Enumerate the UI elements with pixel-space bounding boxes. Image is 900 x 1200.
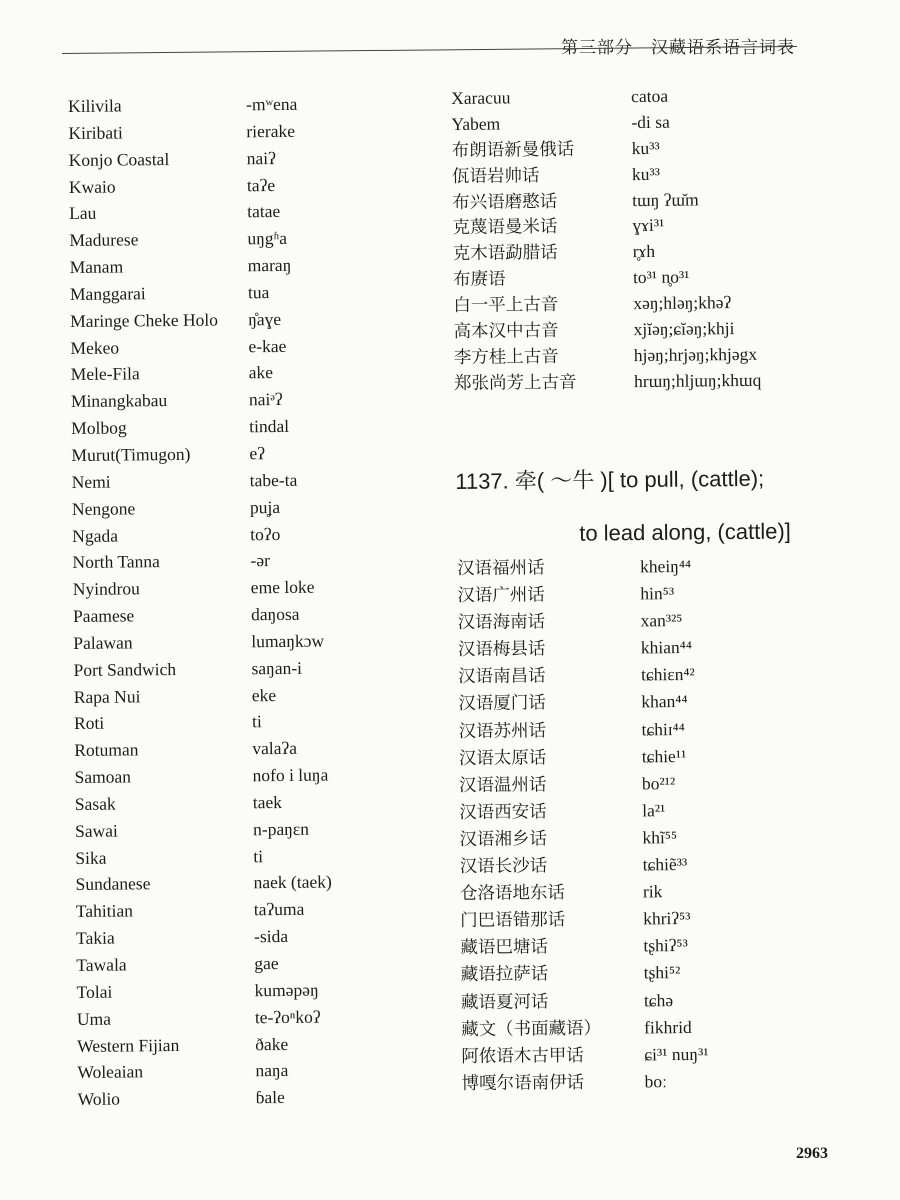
word-form: tatae [247, 201, 281, 222]
language-name: Tawala [76, 954, 127, 975]
word-row [459, 823, 789, 853]
word-row [451, 82, 811, 112]
word-form: kuməpəŋ [254, 979, 319, 1001]
word-form: r̥ɤh [632, 241, 656, 262]
language-name: Lau [69, 203, 97, 224]
word-row [72, 466, 372, 496]
word-form: catoa [631, 85, 669, 107]
word-row [460, 877, 790, 907]
word-form: tɕhiɛn⁴² [640, 664, 695, 685]
language-name: Tolai [76, 981, 113, 1002]
language-name: 汉语福州话 [457, 557, 545, 578]
word-row [77, 1003, 377, 1033]
word-row [451, 108, 811, 138]
language-name: Wolio [77, 1088, 121, 1110]
word-form: toʔo [250, 523, 281, 544]
word-form: tɕhie¹¹ [641, 745, 687, 767]
language-name: Minangkabau [70, 390, 168, 412]
word-row [73, 627, 373, 657]
word-form: fikhrid [644, 1016, 692, 1037]
word-form: maraŋ [247, 254, 292, 276]
word-form: taʔuma [253, 899, 305, 920]
word-row [459, 769, 789, 799]
word-row [68, 117, 368, 147]
word-row [69, 197, 369, 227]
page-number: 2963 [796, 1145, 828, 1162]
word-row [460, 904, 790, 934]
word-form: ti [251, 711, 262, 732]
word-form: tʂhi⁵² [643, 962, 681, 983]
word-form: lumaŋkɔw [251, 630, 325, 652]
word-form: boː [644, 1070, 668, 1092]
word-row [75, 869, 375, 899]
language-name: Samoan [74, 766, 132, 788]
word-row [73, 600, 373, 630]
language-name: 仓洛语地东话 [459, 882, 566, 904]
word-row [457, 552, 787, 582]
language-name: Nemi [71, 471, 111, 492]
language-name: Yabem [451, 113, 501, 134]
word-row [452, 212, 812, 242]
word-row [69, 171, 369, 201]
language-name: Nengone [71, 498, 136, 519]
word-form: tɕhiẽ³³ [642, 854, 688, 875]
left-column-word-list [68, 90, 378, 1113]
word-row [453, 315, 813, 345]
language-name: Kiribati [68, 122, 123, 143]
word-form: tɕhə [643, 989, 674, 1010]
word-row [71, 385, 371, 415]
language-name: Tahitian [75, 900, 134, 922]
word-row [76, 949, 376, 979]
language-name: Sika [75, 847, 107, 868]
word-form: ku³³ [631, 163, 661, 184]
word-form: eʔ [249, 443, 266, 464]
word-form: khian⁴⁴ [640, 637, 692, 658]
word-row [70, 278, 370, 308]
language-name: 布兴语磨憨话 [452, 190, 558, 212]
language-name: 汉语苏州话 [458, 719, 547, 741]
word-form: eke [251, 684, 277, 705]
word-form: rik [642, 881, 663, 902]
word-row [70, 332, 370, 362]
language-name: Port Sandwich [73, 658, 177, 680]
word-form: daŋosa [250, 603, 300, 625]
language-name: Takia [76, 927, 115, 949]
word-row [77, 976, 377, 1006]
word-form: -mʷena [246, 93, 298, 115]
language-name: Konjo Coastal [68, 148, 170, 170]
word-row [460, 931, 790, 961]
word-form: tɕhiɪ⁴⁴ [641, 718, 685, 739]
word-form: hin⁵³ [640, 583, 675, 604]
word-row [459, 742, 789, 772]
language-name: Mele-Fila [70, 363, 140, 385]
word-row [461, 1013, 791, 1043]
language-name: Woleaian [77, 1061, 144, 1083]
word-form: to³¹ n̥o³¹ [632, 266, 690, 288]
language-name: 藏语巴塘话 [460, 936, 549, 958]
language-name: 布朗语新曼俄话 [451, 138, 575, 160]
word-form: -sida [254, 926, 289, 947]
word-row [74, 707, 374, 737]
word-form: ɕi³¹ nuŋ³¹ [644, 1043, 709, 1065]
word-form: xəŋ;hləŋ;khəʔ [633, 292, 732, 314]
word-row [458, 660, 788, 690]
word-row [70, 305, 370, 335]
word-row [72, 520, 372, 550]
language-name: 汉语厦门话 [458, 692, 546, 714]
word-row [74, 681, 374, 711]
word-form: rierake [246, 120, 296, 142]
word-form: eme loke [250, 576, 315, 598]
word-row [461, 959, 791, 989]
language-name: Manggarai [69, 283, 146, 304]
word-form: ðake [255, 1033, 289, 1054]
word-form: la²¹ [642, 800, 666, 821]
right-column-word-list-continued [451, 82, 814, 396]
word-form: tʂhiʔ⁵³ [643, 935, 688, 956]
word-row [71, 412, 371, 442]
word-form: -di sa [631, 111, 670, 133]
word-row [461, 1067, 791, 1097]
word-form: puʝa [249, 496, 281, 517]
word-form: xan³²⁵ [640, 610, 683, 631]
entry-heading [455, 451, 816, 561]
word-row [461, 986, 791, 1016]
language-name: 门巴语错那话 [460, 909, 566, 931]
word-row [78, 1083, 378, 1113]
word-row [454, 367, 814, 397]
word-form: ŋ̊aɣe [248, 308, 282, 330]
word-row [73, 573, 373, 603]
word-row [72, 493, 372, 523]
entry-heading-line-1: 1137. 牵( ～牛 )[ to pull, (cattle); [455, 465, 765, 494]
word-form: tɯŋ ʔɯ̆m [632, 188, 699, 210]
word-row [460, 850, 790, 880]
word-row [70, 251, 370, 281]
language-name: 藏语夏河话 [460, 990, 549, 1012]
language-name: Western Fijian [77, 1034, 180, 1056]
language-name: 汉语太原话 [458, 746, 547, 768]
word-form: ɣɤi³¹ [632, 215, 665, 236]
language-name: Mekeo [70, 337, 120, 358]
word-form: tindal [249, 416, 290, 437]
language-name: Uma [76, 1008, 112, 1029]
word-row [75, 815, 375, 845]
language-name: 郑张尚芳上古音 [454, 371, 577, 393]
word-row [68, 90, 368, 120]
word-row [457, 606, 787, 636]
language-name: Palawan [73, 632, 133, 653]
word-row [69, 144, 369, 174]
language-name: Molbog [71, 417, 127, 439]
language-name: 藏语拉萨话 [460, 963, 549, 985]
language-name: 汉语梅县话 [457, 638, 546, 660]
word-row [458, 688, 788, 718]
word-row [457, 579, 787, 609]
word-row [75, 788, 375, 818]
word-form: ɓale [255, 1087, 285, 1108]
word-row [77, 1030, 377, 1060]
word-row [452, 134, 812, 164]
language-name: Xaracuu [451, 87, 511, 108]
word-form: uŋgʱa [247, 228, 288, 249]
language-name: 汉语温州话 [458, 773, 547, 795]
language-name: 佤语岩帅话 [451, 164, 540, 186]
word-row [452, 160, 812, 190]
word-row [458, 715, 788, 745]
language-name: 汉语海南话 [457, 611, 546, 633]
language-name: Sawai [74, 820, 118, 841]
language-name: 汉语西安话 [459, 801, 547, 822]
right-column-word-list-entry-1137 [457, 552, 792, 1097]
language-name: Madurese [69, 229, 139, 251]
word-row [454, 341, 814, 371]
word-form: ake [248, 362, 274, 383]
word-form: xjĭəŋ;ɕĭəŋ;khji [633, 318, 735, 340]
word-form: te-ʔoⁿkoʔ [254, 1006, 321, 1027]
word-row [73, 654, 373, 684]
word-form: kheiŋ⁴⁴ [640, 555, 692, 577]
language-name: Paamese [72, 605, 135, 627]
word-row [72, 546, 372, 576]
word-form: valaʔa [252, 738, 298, 759]
language-name: 李方桂上古音 [453, 345, 559, 367]
word-form: taek [252, 791, 283, 813]
language-name: 藏文（书面藏语） [461, 1017, 602, 1039]
word-form: tua [247, 281, 270, 303]
word-row [76, 922, 376, 952]
word-form: hrɯŋ;hljɯŋ;khɯq [633, 369, 762, 391]
word-form: tabe-ta [249, 469, 298, 491]
word-form: -ər [250, 550, 271, 571]
language-name: Kwaio [68, 176, 116, 197]
language-name: North Tanna [72, 551, 160, 573]
word-row [71, 439, 371, 469]
language-name: Murut(Timugon) [71, 443, 191, 465]
word-form: nofo i luŋa [252, 764, 329, 786]
word-row [74, 761, 374, 791]
language-name: Nyindrou [72, 578, 140, 600]
word-row [76, 895, 376, 925]
language-name: Rotuman [74, 739, 139, 761]
language-name: 白一平上古音 [453, 294, 559, 316]
word-row [453, 289, 813, 319]
language-name: 高本汉中古音 [453, 319, 559, 342]
language-name: Roti [73, 713, 105, 734]
language-name: 汉语广州话 [457, 584, 545, 606]
word-row [461, 1040, 791, 1070]
language-name: 阿侬语木古甲话 [461, 1044, 584, 1066]
word-row [453, 238, 813, 268]
running-header: 第三部分 汉藏语系语言词表 [561, 38, 795, 57]
word-form: saŋan-i [251, 657, 303, 678]
language-name: Sasak [74, 793, 116, 814]
word-form: ti [253, 845, 264, 866]
language-name: 汉语南昌话 [457, 665, 546, 687]
word-row [75, 842, 375, 872]
word-row [74, 734, 374, 764]
word-row [71, 359, 371, 389]
language-name: Kilivila [68, 95, 122, 116]
word-form: naiᵊʔ [248, 389, 283, 410]
word-form: ku³³ [631, 137, 660, 158]
language-name: 克木语勐腊话 [452, 242, 558, 264]
word-form: naŋa [255, 1060, 289, 1081]
word-row [77, 1056, 377, 1086]
word-form: naek (taek) [253, 871, 332, 893]
word-form: hjəŋ;hrjəŋ;khjəgx [633, 343, 758, 366]
language-name: Rapa Nui [73, 685, 141, 707]
word-form: naiʔ [246, 147, 276, 168]
word-form: khan⁴⁴ [641, 691, 688, 712]
language-name: Ngada [72, 525, 119, 546]
word-form: khriʔ⁵³ [643, 908, 691, 929]
word-row [69, 224, 369, 254]
language-name: 克蔑语曼米话 [452, 216, 558, 238]
language-name: Manam [69, 256, 124, 278]
word-row [458, 633, 788, 663]
language-name: 汉语长沙话 [459, 855, 548, 877]
language-name: 汉语湘乡话 [459, 828, 548, 849]
entry-heading-line-2: to lead along, (cattle)] [579, 518, 791, 546]
language-name: Sundanese [75, 873, 151, 895]
word-row [459, 796, 789, 826]
language-name: Maringe Cheke Holo [70, 309, 219, 331]
word-form: gae [254, 953, 279, 974]
language-name: 布赓语 [452, 268, 506, 290]
word-form: taʔe [246, 174, 276, 195]
word-form: e-kae [248, 335, 287, 356]
word-form: khĩ⁵⁵ [642, 827, 678, 848]
word-form: n-paŋɛn [252, 818, 310, 840]
word-row [453, 263, 813, 293]
language-name: 博嘎尔语南伊话 [461, 1071, 585, 1093]
word-form: bo²¹² [641, 772, 676, 794]
word-row [452, 186, 812, 216]
